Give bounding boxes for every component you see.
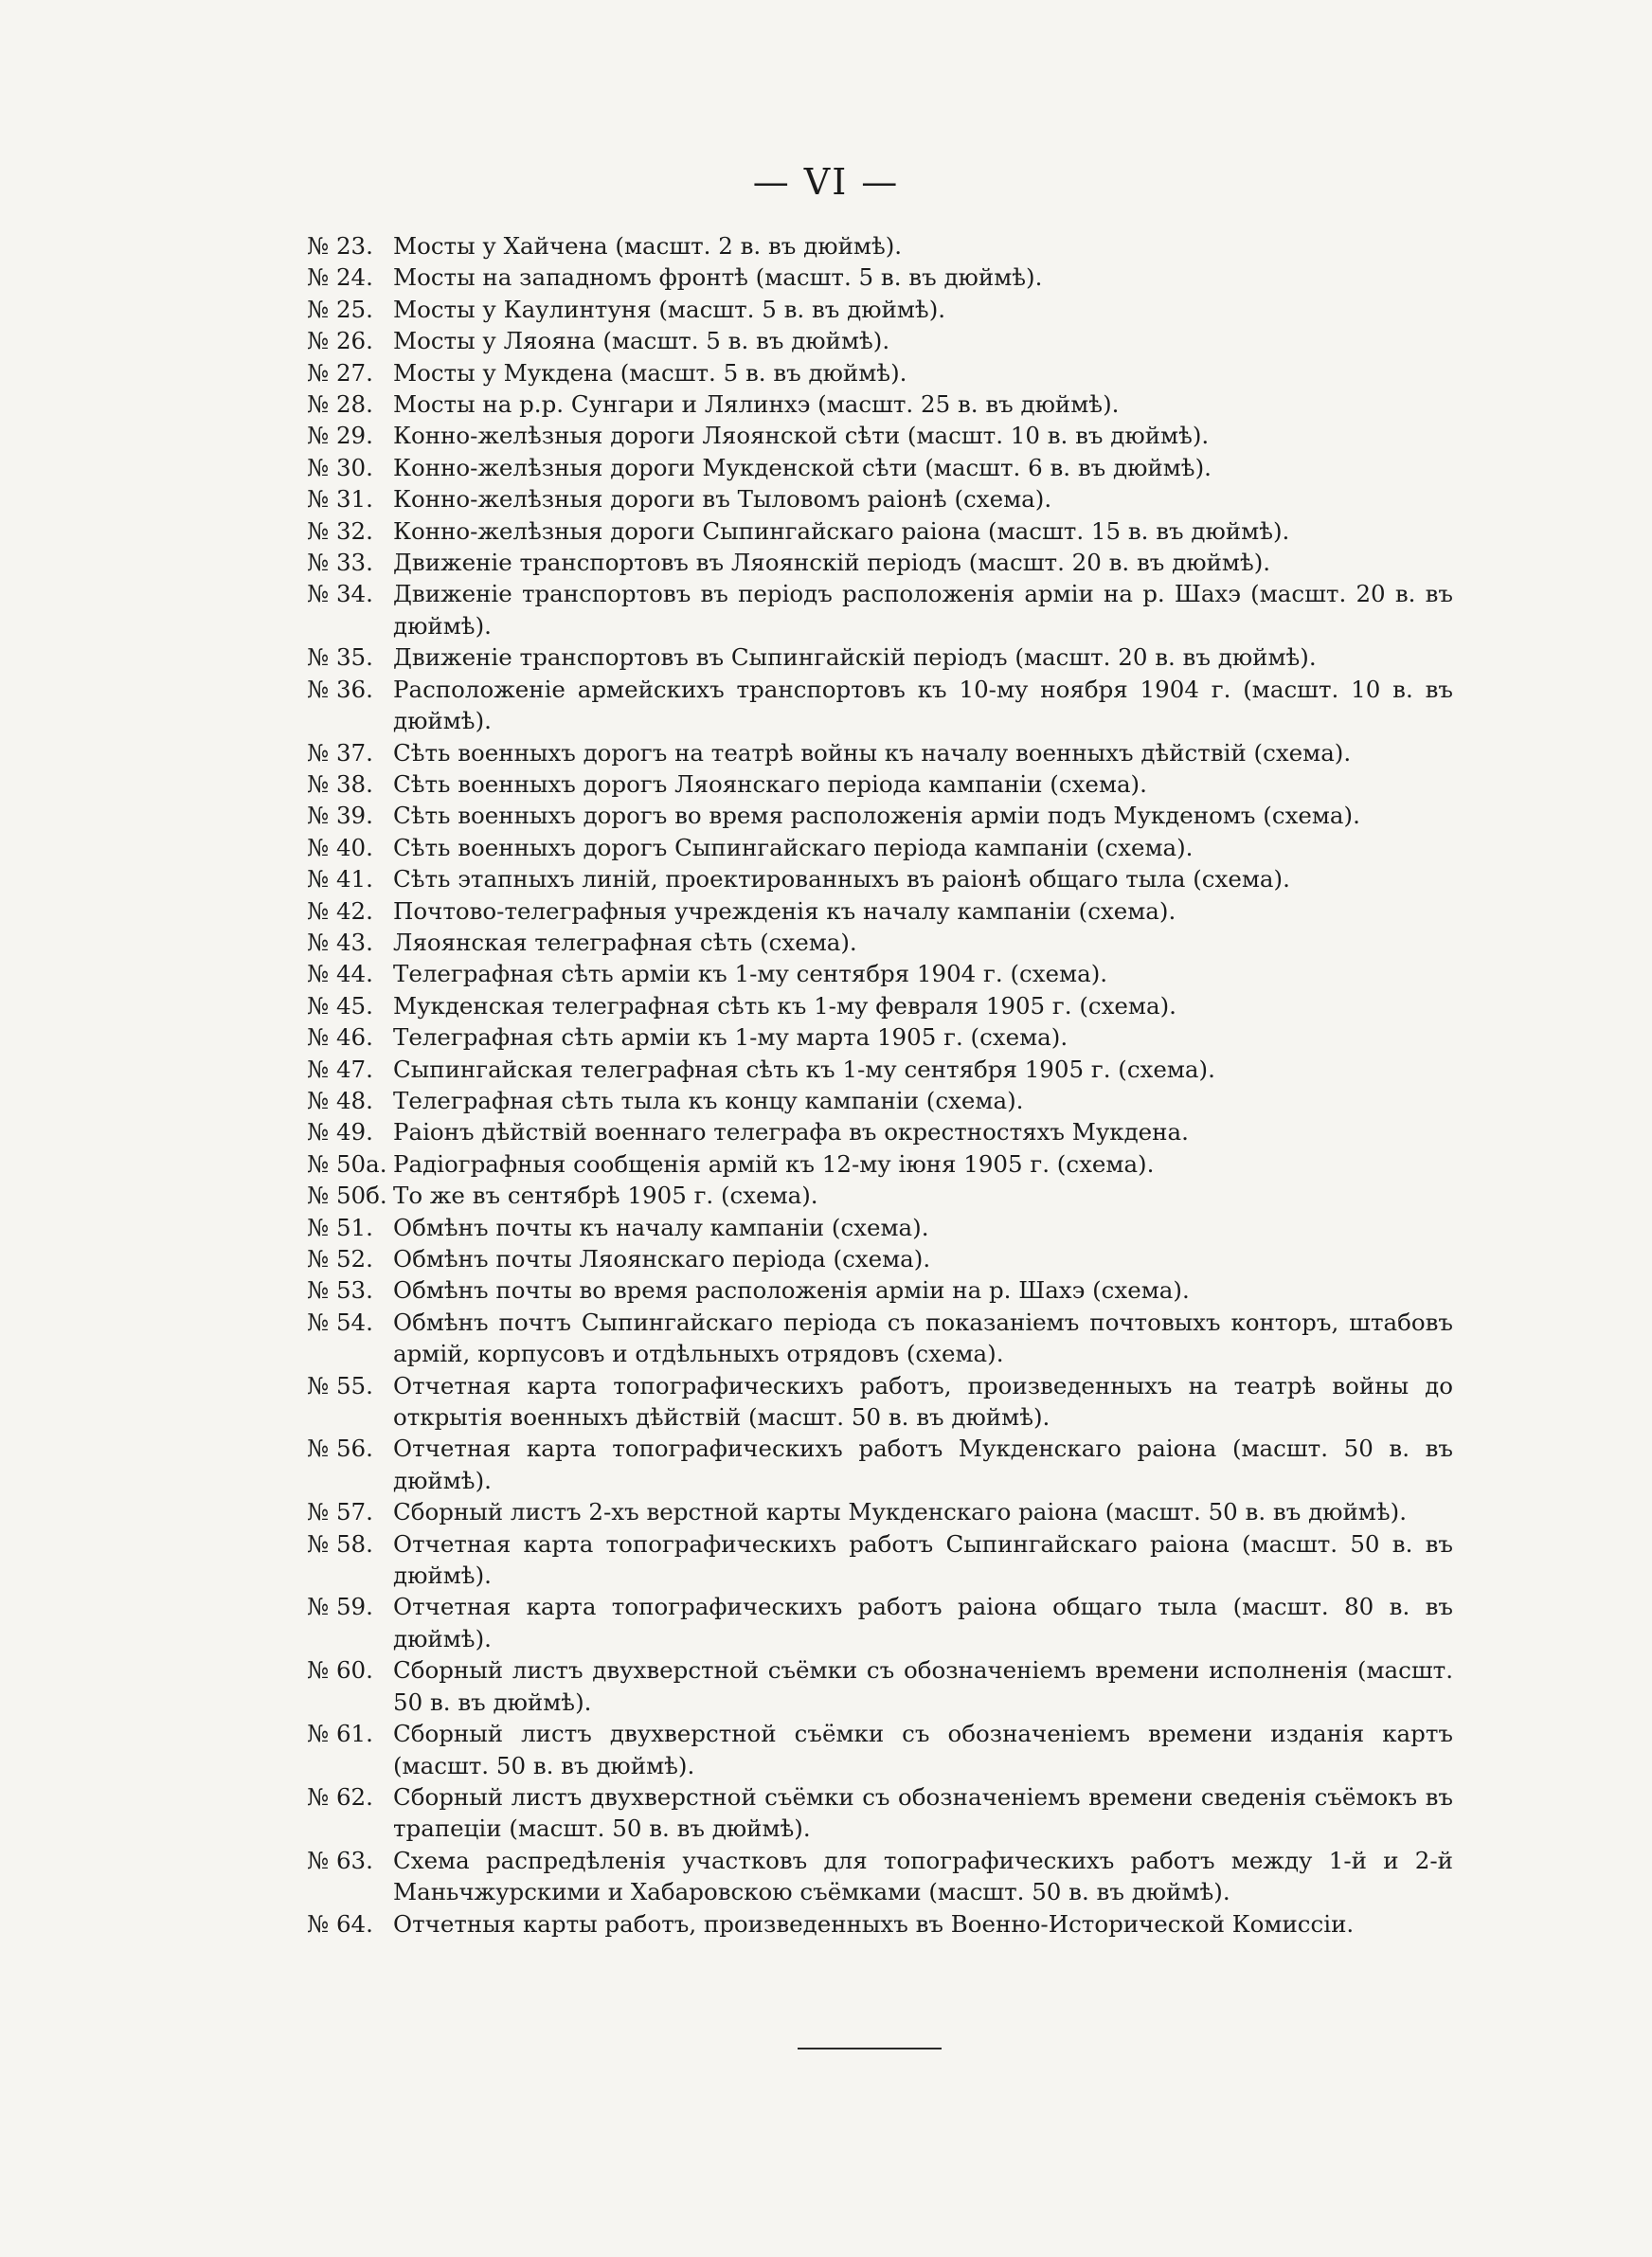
entry-text: Мосты у Мукдена (масшт. 5 в. въ дюймѣ). [393, 358, 907, 387]
entry-text: Отчетная карта топографическихъ работъ Сыпингайскаго раіона (масшт. 50 в. въ дюймѣ). [393, 1529, 1453, 1590]
list-entry [307, 325, 1453, 356]
entry-text: Сѣть военныхъ дорогъ Сыпингайскаго періода кампаніи (схема). [393, 833, 1194, 861]
entry-text: Движеніе транспортовъ въ Сыпингайскій періодъ (масшт. 20 в. въ дюймѣ). [393, 643, 1317, 672]
entry-number: № 62. [307, 1782, 373, 1811]
entry-number: № 54. [307, 1308, 373, 1336]
entry-number: № 41. [307, 865, 373, 894]
entry-number: № 60. [307, 1656, 373, 1685]
entry-number: № 25. [307, 295, 373, 323]
entry-text: Обмѣнъ почты къ началу кампаніи (схема). [393, 1213, 929, 1241]
list-entry [307, 674, 1453, 737]
entry-number: № 34. [307, 580, 373, 608]
list-entry [307, 1085, 1453, 1116]
list-entry [307, 1496, 1453, 1527]
entry-text: Телеграфная сѣть тыла къ концу кампаніи (схема). [393, 1086, 1024, 1114]
entry-number: № 28. [307, 390, 373, 419]
entry-number: № 64. [307, 1909, 373, 1938]
entry-number: № 38. [307, 769, 373, 798]
entry-number: № 37. [307, 738, 373, 767]
entry-text: Сборный листъ двухверстной съёмки съ обозначеніемъ времени исполненія (масшт. 50 в. въ дюймѣ). [393, 1656, 1453, 1716]
list-entry [307, 1307, 1453, 1370]
entry-number: № 26. [307, 327, 373, 355]
list-entry [307, 452, 1453, 483]
entry-text: Раіонъ дѣйствій военнаго телеграфа въ окрестностяхъ Мукдена. [393, 1118, 1189, 1147]
entry-number: № 35. [307, 643, 373, 672]
entry-text: Сѣть этапныхъ линій, проектированныхъ въ раіонѣ общаго тыла (схема). [393, 865, 1290, 894]
entry-text: Ляоянская телеграфная сѣть (схема). [393, 928, 857, 956]
entry-number: № 49. [307, 1118, 373, 1147]
entry-number: № 46. [307, 1023, 373, 1052]
entry-text: Движеніе транспортовъ въ періодъ расположенія арміи на р. Шахэ (масшт. 20 в. въ дюймѣ). [393, 580, 1453, 640]
entry-text: Конно-желѣзныя дороги Ляоянской сѣти (масшт. 10 в. въ дюймѣ). [393, 422, 1210, 450]
entry-text: Конно-желѣзныя дороги Мукденской сѣти (масшт. 6 в. въ дюймѣ). [393, 453, 1212, 481]
entry-text: Обмѣнъ почты Ляоянскаго періода (схема). [393, 1245, 931, 1273]
entry-text: Мосты у Каулинтуня (масшт. 5 в. въ дюймѣ). [393, 295, 946, 323]
entry-text: Отчетная карта топографическихъ работъ Мукденскаго раіона (масшт. 50 в. въ дюймѣ). [393, 1435, 1453, 1494]
entry-number: № 40. [307, 833, 373, 861]
list-entry [307, 515, 1453, 547]
entry-number: № 51. [307, 1213, 373, 1241]
entry-text: Схема распредѣленія участковъ для топографическихъ работъ между 1-й и 2-й Маньчжурскими и Хабаровскою съёмками (масшт. 50 в. въ дюймѣ). [393, 1846, 1453, 1906]
entry-text: Отчетная карта топографическихъ работъ, произведенныхъ на театрѣ войны до открытія военныхъ дѣйствій (масшт. 50 в. въ дюймѣ). [393, 1371, 1453, 1432]
list-entry [307, 1212, 1453, 1243]
entry-text: Мосты на западномъ фронтѣ (масшт. 5 в. въ дюймѣ). [393, 263, 1043, 292]
list-entry [307, 800, 1453, 831]
entry-text: Мукденская телеграфная сѣть къ 1-му февраля 1905 г. (схема). [393, 991, 1176, 1020]
list-entry [307, 1908, 1453, 1940]
entry-number: № 45. [307, 991, 373, 1020]
list-entry [307, 262, 1453, 293]
list-entry [307, 1718, 1453, 1781]
entry-text: Мосты у Ляояна (масшт. 5 в. въ дюймѣ). [393, 327, 890, 355]
entry-number: № 47. [307, 1055, 373, 1083]
entry-number: № 52. [307, 1245, 373, 1273]
entry-number: № 24. [307, 263, 373, 292]
list-entry [307, 357, 1453, 388]
list-entry [307, 1243, 1453, 1274]
entry-number: № 58. [307, 1529, 373, 1558]
entry-text: Сѣть военныхъ дорогъ во время расположенія арміи подъ Мукденомъ (схема). [393, 802, 1360, 830]
entry-text: Движеніе транспортовъ въ Ляоянскій періодъ (масшт. 20 в. въ дюймѣ). [393, 549, 1271, 577]
list-entry [307, 230, 1453, 262]
entry-number: № 31. [307, 485, 373, 514]
page-number-header: — VI — [752, 161, 900, 203]
list-entry [307, 420, 1453, 451]
list-entry [307, 547, 1453, 578]
entry-text: Расположеніе армейскихъ транспортовъ къ 10-му ноября 1904 г. (масшт. 10 в. въ дюймѣ). [393, 675, 1453, 735]
entry-number: № 43. [307, 928, 373, 956]
list-entry [307, 294, 1453, 325]
entry-number: № 36. [307, 675, 373, 703]
list-entry [307, 483, 1453, 515]
list-entry [307, 1274, 1453, 1306]
entry-number: № 39. [307, 802, 373, 830]
entry-text: Мосты на р.р. Сунгари и Лялинхэ (масшт. 25 в. въ дюймѣ). [393, 390, 1120, 419]
entry-number: № 59. [307, 1593, 373, 1621]
entry-number: № 44. [307, 960, 373, 988]
list-entry [307, 1148, 1453, 1180]
list-entry [307, 832, 1453, 863]
entry-text: Сборный листъ двухверстной съёмки съ обозначеніемъ времени изданія картъ (масшт. 50 в. въ дюймѣ). [393, 1720, 1453, 1779]
entry-number: № 56. [307, 1435, 373, 1463]
entry-number: № 50а. [307, 1149, 387, 1178]
entry-text: Сборный листъ 2-хъ верстной карты Мукденскаго раіона (масшт. 50 в. въ дюймѣ). [393, 1498, 1407, 1526]
list-entry [307, 1370, 1453, 1434]
list-entry [307, 737, 1453, 768]
entry-text: Сѣть военныхъ дорогъ на театрѣ войны къ началу военныхъ дѣйствій (схема). [393, 738, 1352, 767]
entry-text: Сборный листъ двухверстной съёмки съ обозначеніемъ времени сведенія съёмокъ въ трапеціи (масшт. 50 в. въ дюймѣ). [393, 1782, 1453, 1843]
entry-text: Сѣть военныхъ дорогъ Ляоянскаго періода кампаніи (схема). [393, 769, 1147, 798]
list-entry [307, 895, 1453, 927]
list-entry [307, 1845, 1453, 1908]
list-entry [307, 1781, 1453, 1845]
map-list [307, 230, 1453, 1940]
list-entry [307, 1116, 1453, 1147]
entry-number: № 55. [307, 1371, 373, 1399]
entry-text: Отчетныя карты работъ, произведенныхъ въ Военно-Исторической Комиссіи. [393, 1909, 1355, 1938]
list-entry [307, 1180, 1453, 1211]
entry-number: № 61. [307, 1720, 373, 1748]
list-entry [307, 1054, 1453, 1085]
list-entry [307, 927, 1453, 958]
entry-number: № 30. [307, 453, 373, 481]
entry-number: № 42. [307, 896, 373, 925]
list-entry [307, 990, 1453, 1021]
entry-text: Обмѣнъ почты во время расположенія арміи на р. Шахэ (схема). [393, 1276, 1190, 1305]
entry-number: № 53. [307, 1276, 373, 1305]
list-entry [307, 1528, 1453, 1592]
entry-text: Сыпингайская телеграфная сѣть къ 1-му сентября 1905 г. (схема). [393, 1055, 1215, 1083]
list-entry [307, 1021, 1453, 1053]
entry-text: То же въ сентябрѣ 1905 г. (схема). [393, 1182, 818, 1210]
entry-number: № 63. [307, 1846, 373, 1874]
list-entry [307, 958, 1453, 989]
list-entry [307, 578, 1453, 641]
entry-text: Отчетная карта топографическихъ работъ раіона общаго тыла (масшт. 80 в. въ дюймѣ). [393, 1593, 1453, 1652]
entry-number: № 27. [307, 358, 373, 387]
entry-number: № 29. [307, 422, 373, 450]
list-entry [307, 388, 1453, 420]
list-entry [307, 1433, 1453, 1496]
entry-number: № 50б. [307, 1182, 387, 1210]
list-entry [307, 1654, 1453, 1718]
entry-number: № 33. [307, 549, 373, 577]
list-entry [307, 863, 1453, 894]
entry-number: № 57. [307, 1498, 373, 1526]
entry-number: № 23. [307, 232, 373, 260]
entry-text: Обмѣнъ почтъ Сыпингайскаго періода съ показаніемъ почтовыхъ конторъ, штабовъ армій, корпусовъ и отдѣльныхъ отрядовъ (схема). [393, 1308, 1453, 1368]
entry-text: Конно-желѣзныя дороги въ Тыловомъ раіонѣ (схема). [393, 485, 1052, 514]
entry-number: № 32. [307, 516, 373, 545]
entry-text: Телеграфная сѣть арміи къ 1-му марта 1905 г. (схема). [393, 1023, 1068, 1052]
entry-text: Мосты у Хайчена (масшт. 2 в. въ дюймѣ). [393, 232, 903, 260]
entry-number: № 48. [307, 1086, 373, 1114]
entry-text: Радіографныя сообщенія армій къ 12-му іюня 1905 г. (схема). [393, 1149, 1155, 1178]
list-entry [307, 641, 1453, 673]
list-entry [307, 768, 1453, 800]
entry-text: Телеграфная сѣть арміи къ 1-му сентября 1904 г. (схема). [393, 960, 1108, 988]
entry-text: Почтово-телеграфныя учрежденія къ началу кампаніи (схема). [393, 896, 1176, 925]
list-entry [307, 1591, 1453, 1654]
entry-text: Конно-желѣзныя дороги Сыпингайскаго раіона (масшт. 15 в. въ дюймѣ). [393, 516, 1290, 545]
closing-rule [798, 2048, 942, 2049]
